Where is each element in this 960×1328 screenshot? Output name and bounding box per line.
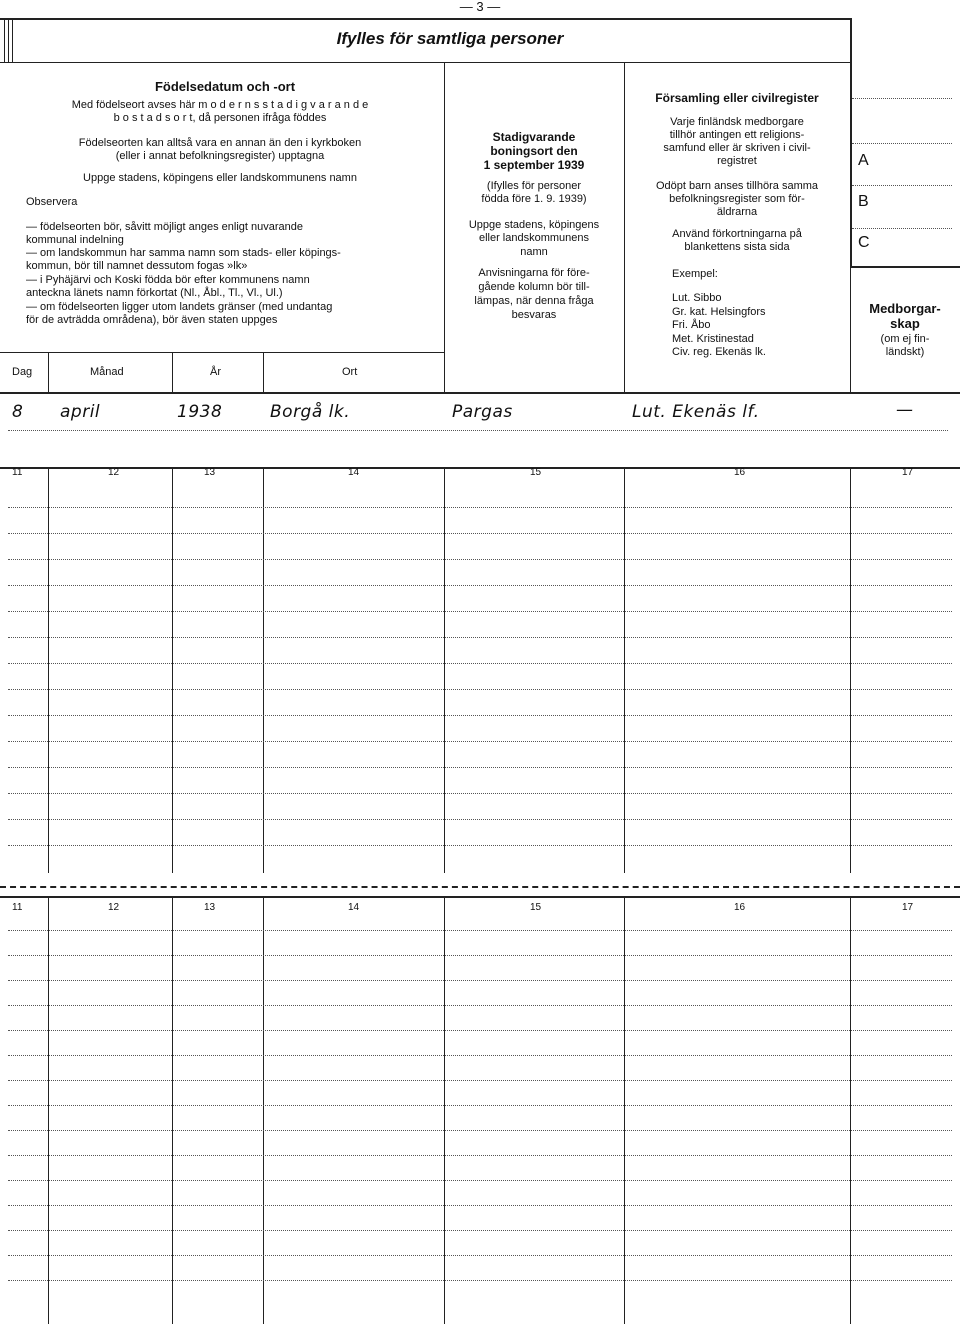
sub-manad: Månad xyxy=(90,366,124,378)
divider-residence-parish xyxy=(624,62,625,392)
abc-line-1 xyxy=(852,98,952,99)
residence-line-2: eller landskommunens xyxy=(478,232,590,244)
col-num-b-12: 12 xyxy=(108,902,120,913)
grid-row-line xyxy=(8,1080,952,1081)
parish-example-5: Civ. reg. Ekenäs lk. xyxy=(672,346,766,358)
grid-column-divider xyxy=(444,896,445,1324)
page-number: — 3 — xyxy=(459,0,501,14)
residence-sub-2: födda före 1. 9. 1939) xyxy=(481,193,587,205)
grid-row-line xyxy=(8,585,952,586)
col-num-12: 12 xyxy=(108,467,120,478)
grid-column-divider xyxy=(172,896,173,1324)
citizenship-title-2: skap xyxy=(890,316,920,331)
col-num-11: 11 xyxy=(12,467,23,478)
citizenship-sub-1: (om ej fin- xyxy=(880,333,930,345)
entry-ort: Borgå lk. xyxy=(270,402,351,422)
grid-row-line xyxy=(8,1230,952,1231)
grid-row-line xyxy=(8,1030,952,1031)
birth-line-1: Med födelseort avses här m o d e r n s s t a d i g v a r a n d e xyxy=(71,99,369,111)
grid-row-line xyxy=(8,930,952,931)
grid-row-line xyxy=(8,1105,952,1106)
title-bottom-line xyxy=(0,62,850,63)
entry-forsamling: Lut. Ekenäs lf. xyxy=(632,402,760,422)
parish-example-3: Fri. Åbo xyxy=(672,319,711,331)
grid-column-divider xyxy=(263,467,264,873)
col-num-15: 15 xyxy=(530,467,542,478)
parish-example-2: Gr. kat. Helsingfors xyxy=(672,306,766,318)
grid-row-line xyxy=(8,845,952,846)
grid-column-divider xyxy=(624,467,625,873)
divider-ar-ort xyxy=(263,352,264,392)
continuation-table-bottom xyxy=(0,896,960,1326)
sub-ort: Ort xyxy=(342,366,358,378)
grid-row-line xyxy=(8,1205,952,1206)
col-num-b-11: 11 xyxy=(12,902,23,913)
grid-column-divider xyxy=(263,896,264,1324)
header-bottom-line xyxy=(0,392,960,394)
tear-line xyxy=(0,886,960,888)
parish-example-label: Exempel: xyxy=(672,268,718,280)
grid-row-line xyxy=(8,611,952,612)
parish-example-1: Lut. Sibbo xyxy=(672,292,722,304)
grid-row-line xyxy=(8,1055,952,1056)
grid-row-line xyxy=(8,1005,952,1006)
citizenship-sub-2: ländskt) xyxy=(885,346,925,358)
frame-left-line xyxy=(4,18,5,62)
sub-dag: Dag xyxy=(12,366,33,378)
abc-line-4 xyxy=(852,228,952,229)
birth-line-5: Uppge stadens, köpingens eller landskommunens namn xyxy=(83,172,357,184)
grid-row-line xyxy=(8,637,952,638)
parish-line-5: Odöpt barn anses tillhöra samma xyxy=(655,180,819,192)
grid-row-line xyxy=(8,955,952,956)
sub-ar: År xyxy=(210,366,221,378)
grid-column-divider xyxy=(48,467,49,873)
parish-line-2: tillhör antingen ett religions- xyxy=(669,129,805,141)
grid-row-line xyxy=(8,1130,952,1131)
grid-row-line xyxy=(8,793,952,794)
main-title: Ifylles för samtliga personer xyxy=(336,29,564,48)
residence-line-1: Uppge stadens, köpingens xyxy=(468,219,600,231)
grid-row-line xyxy=(8,689,952,690)
entry-dag: 8 xyxy=(12,402,24,422)
col-num-13: 13 xyxy=(204,467,216,478)
parish-line-3: samfund eller är skriven i civil- xyxy=(663,142,811,154)
residence-title-3: 1 september 1939 xyxy=(483,158,585,172)
parish-line-6: befolkningsregister som för- xyxy=(669,193,805,205)
letter-b: B xyxy=(858,193,869,210)
birth-title: Födelsedatum och -ort xyxy=(154,79,296,94)
residence-line-7: besvaras xyxy=(511,309,557,321)
abc-line-3 xyxy=(852,185,952,186)
parish-example-4: Met. Kristinestad xyxy=(672,333,754,345)
grid-row-line xyxy=(8,715,952,716)
grid-column-divider xyxy=(48,896,49,1324)
col-num-b-14: 14 xyxy=(348,902,360,913)
birth-subheader-line xyxy=(0,352,444,353)
residence-line-4: Anvisningarna för före- xyxy=(478,267,590,279)
grid-column-divider xyxy=(172,467,173,873)
entry-ar: 1938 xyxy=(177,402,223,422)
col-num-b-13: 13 xyxy=(204,902,216,913)
birth-note-3: — om landskommun har samma namn som stads- eller köpings- xyxy=(26,247,341,259)
birth-observera: Observera xyxy=(26,196,78,208)
grid-row-line xyxy=(8,507,952,508)
residence-line-3: namn xyxy=(520,246,548,258)
residence-sub-1: (Ifylles för personer xyxy=(486,180,582,192)
grid-column-divider xyxy=(624,896,625,1324)
parish-line-1: Varje finländsk medborgare xyxy=(670,116,804,128)
birth-note-5: — i Pyhäjärvi och Koski födda bör efter kommunens namn xyxy=(26,274,310,286)
col-num-16: 16 xyxy=(734,467,746,478)
continuation-table-top xyxy=(0,467,960,875)
grid-row-line xyxy=(8,663,952,664)
residence-title-2: boningsort den xyxy=(490,144,578,158)
entry-medborgarskap: — xyxy=(896,400,914,420)
abc-bottom-line xyxy=(850,266,960,268)
grid-column-divider xyxy=(850,467,851,873)
letter-a: A xyxy=(858,152,869,169)
grid-row-line xyxy=(8,533,952,534)
frame-top-line xyxy=(0,18,852,20)
parish-line-9: blankettens sista sida xyxy=(684,241,790,253)
grid-row-line xyxy=(8,819,952,820)
col-num-17: 17 xyxy=(902,467,914,478)
birth-note-2: kommunal indelning xyxy=(26,234,124,246)
col-num-14: 14 xyxy=(348,467,360,478)
birth-note-8: för de avträdda områdena), bör även staten uppges xyxy=(26,314,278,326)
entry-boningsort: Pargas xyxy=(452,402,513,422)
grid-row-line xyxy=(8,1180,952,1181)
grid-row-line xyxy=(8,559,952,560)
residence-line-5: gående kolumn bör till- xyxy=(478,281,590,293)
birth-note-6: anteckna länets namn förkortat (Nl., Åbl., Tl., Vl., Ul.) xyxy=(26,287,283,299)
divider-manad-ar xyxy=(172,352,173,392)
grid-row-line xyxy=(8,1280,952,1281)
birth-note-7: — om födelseorten ligger utom landets gränser (med undantag xyxy=(26,301,333,313)
parish-line-4: registret xyxy=(717,155,757,167)
birth-note-4: kommun, bör till namnet dessutom fogas »lk» xyxy=(26,260,248,272)
grid-row-line xyxy=(8,767,952,768)
birth-line-2: b o s t a d s o r t, då personen ifråga föddes xyxy=(113,112,327,124)
birth-line-4: (eller i annat befolkningsregister) upptagna xyxy=(115,150,325,162)
residence-title-1: Stadigvarande xyxy=(492,130,576,144)
parish-title: Församling eller civilregister xyxy=(655,91,819,105)
grid-column-divider xyxy=(850,896,851,1324)
grid-row-line xyxy=(8,741,952,742)
birth-note-1: — födelseorten bör, såvitt möjligt anges enligt nuvarande xyxy=(26,221,303,233)
abc-line-2 xyxy=(852,143,952,144)
col-num-b-16: 16 xyxy=(734,902,746,913)
entry-underline xyxy=(8,430,948,431)
birth-line-3: Födelseorten kan alltså vara en annan än den i kyrkboken xyxy=(78,137,362,149)
frame-left-line-3 xyxy=(12,18,13,62)
residence-line-6: lämpas, när denna fråga xyxy=(474,295,594,307)
divider-dag-manad xyxy=(48,352,49,392)
grid-row-line xyxy=(8,1155,952,1156)
entry-manad: april xyxy=(60,402,101,422)
letter-c: C xyxy=(858,234,870,251)
col-num-b-17: 17 xyxy=(902,902,914,913)
frame-left-line-2 xyxy=(8,18,9,62)
parish-line-7: äldrarna xyxy=(716,206,758,218)
grid-row-line xyxy=(8,1255,952,1256)
parish-line-8: Använd förkortningarna på xyxy=(672,228,802,240)
grid-row-line xyxy=(8,980,952,981)
grid-column-divider xyxy=(444,467,445,873)
col-num-b-15: 15 xyxy=(530,902,542,913)
citizenship-title-1: Medborgar- xyxy=(869,301,941,316)
